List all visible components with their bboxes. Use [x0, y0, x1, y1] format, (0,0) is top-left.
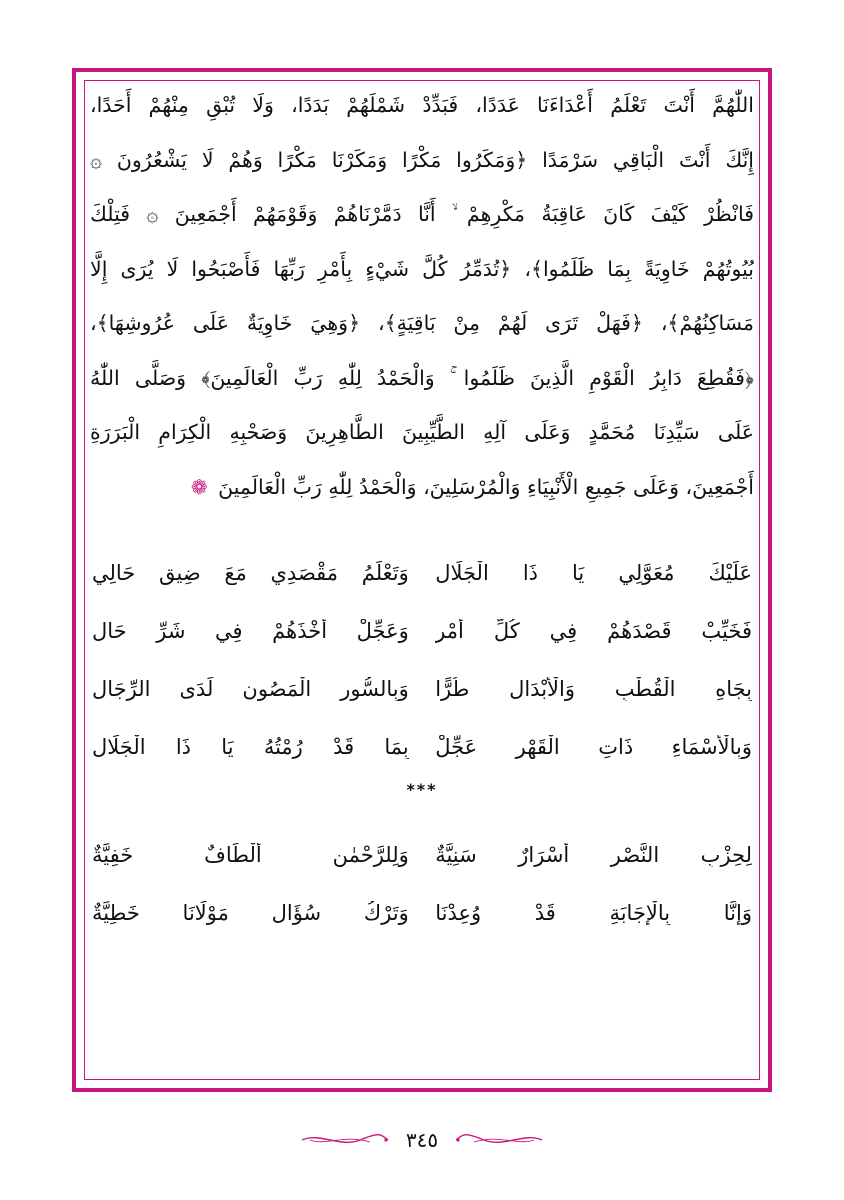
prose-body [90, 78, 754, 514]
prose-line: ﴿فَقُطِعَ دَابِرُ الْقَوْمِ الَّذِينَ ظَلَمُوا ۚ وَالْحَمْدُ لِلّٰهِ رَبِّ الْعَالَمِينَ﴾ وَصَلَّى اللّٰهُ [90, 365, 754, 390]
poem-verse [92, 826, 752, 884]
verse-first-half: وَبِالْأَسْمَاءِ ذَاتِ الْقَهْرِ عَجِّلْ [435, 735, 752, 759]
section-separator: *** [406, 780, 438, 799]
prose-line: إِنَّكَ أَنْتَ الْبَاقِي سَرْمَدًا ﴿وَمَكَرُوا مَكْرًا وَمَكَرْنَا مَكْرًا وَهُمْ لَا يَشْعُرُونَ ۞ [90, 147, 754, 172]
prose-line: مَسَاكِنُهُمْ﴾، ﴿فَهَلْ تَرَى لَهُمْ مِنْ بَاقِيَةٍ﴾، ﴿وَهِيَ خَاوِيَةٌ عَلَى عُرُوشِهَا﴾، [90, 311, 754, 335]
verse-first-half: فَخَيِّبْ قَصْدَهُمْ فِي كُلِّ أَمْرٍ [435, 619, 752, 643]
poem-first [92, 544, 752, 776]
prose-line: اللّٰهُمَّ أَنْتَ تَعْلَمُ أَعْدَاءَنَا عَدَدًا، فَبَدِّدْ شَمْلَهُمْ بَدَدًا، وَلَا تُبْقِ مِنْهُمْ أَحَدًا، [90, 93, 754, 117]
page-number: ٣٤٥ [405, 1128, 439, 1152]
verse-first-half: عَلَيْكَ مُعَوَّلِي يَا ذَا الْجَلَالِ [435, 561, 752, 585]
verse-first-half: وَإِنَّا بِالْإِجَابَةِ قَدْ وُعِدْنَا [435, 901, 752, 925]
poem-verse [92, 718, 752, 776]
prose-line: بُيُوتُهُمْ خَاوِيَةً بِمَا ظَلَمُوا﴾، ﴿تُدَمِّرُ كُلَّ شَيْءٍ بِأَمْرِ رَبِّهَا فَأَصْبَحُوا لَا يُرَى إِلَّا [90, 256, 754, 281]
poem-verse [92, 884, 752, 942]
verse-second-half: وَعَجِّلْ أَخْذَهُمْ فِي شَرِّ حَالِ [92, 619, 409, 643]
prose-line-text: أَجْمَعِينَ، وَعَلَى جَمِيعِ الْأَنْبِيَاءِ وَالْمُرْسَلِينَ، وَالْحَمْدُ لِلّٰهِ رَبِّ الْعَالَمِينَ [218, 474, 754, 499]
verse-first-half: بِجَاهِ الْقُطْبِ وَالْأَبْدَالِ طُرًّا [435, 677, 752, 701]
prose-line: عَلَى سَيِّدِنَا مُحَمَّدٍ وَعَلَى آلِهِ الطَّيِّبِينَ الطَّاهِرِينَ وَصَحْبِهِ الْكِرَامِ الْبَرَرَةِ [90, 420, 754, 444]
prose-line: فَانْظُرْ كَيْفَ كَانَ عَاقِبَةُ مَكْرِهِمْ ۙ أَنَّا دَمَّرْنَاهُمْ وَقَوْمَهُمْ أَجْمَعِينَ ۞ فَتِلْكَ [90, 202, 754, 226]
page-footer [0, 1120, 844, 1160]
flourish-right-icon [454, 1130, 544, 1150]
prose-line-last [90, 460, 754, 515]
poem-verse [92, 544, 752, 602]
verse-second-half: وَبِالسُّورِ الْمَصُونِ لَدَى الرِّجَالِ [92, 677, 409, 701]
verse-second-half: وَتَرْكُ سُؤَالِ مَوْلَانَا خَطِيَّةٌ [92, 901, 409, 925]
poem-second [92, 826, 752, 942]
poem-verse [92, 660, 752, 718]
verse-second-half: وَلِلرَّحْمٰنِ أَلْطَافٌ خَفِيَّةٌ [92, 843, 409, 867]
poem-verse [92, 602, 752, 660]
flourish-left-icon [300, 1130, 390, 1150]
verse-second-half: وَتَعْلَمُ مَقْصَدِي مَعَ ضِيقِ حَالِي [92, 561, 409, 585]
verse-second-half: بِمَا قَدْ رُمْتُهُ يَا ذَا الْجَلَالِ [92, 735, 409, 759]
flower-icon: ❁ [190, 474, 208, 499]
verse-first-half: لِحِزْبِ النَّصْرِ أَسْرَارٌ سَنِيَّةٌ [435, 843, 752, 867]
